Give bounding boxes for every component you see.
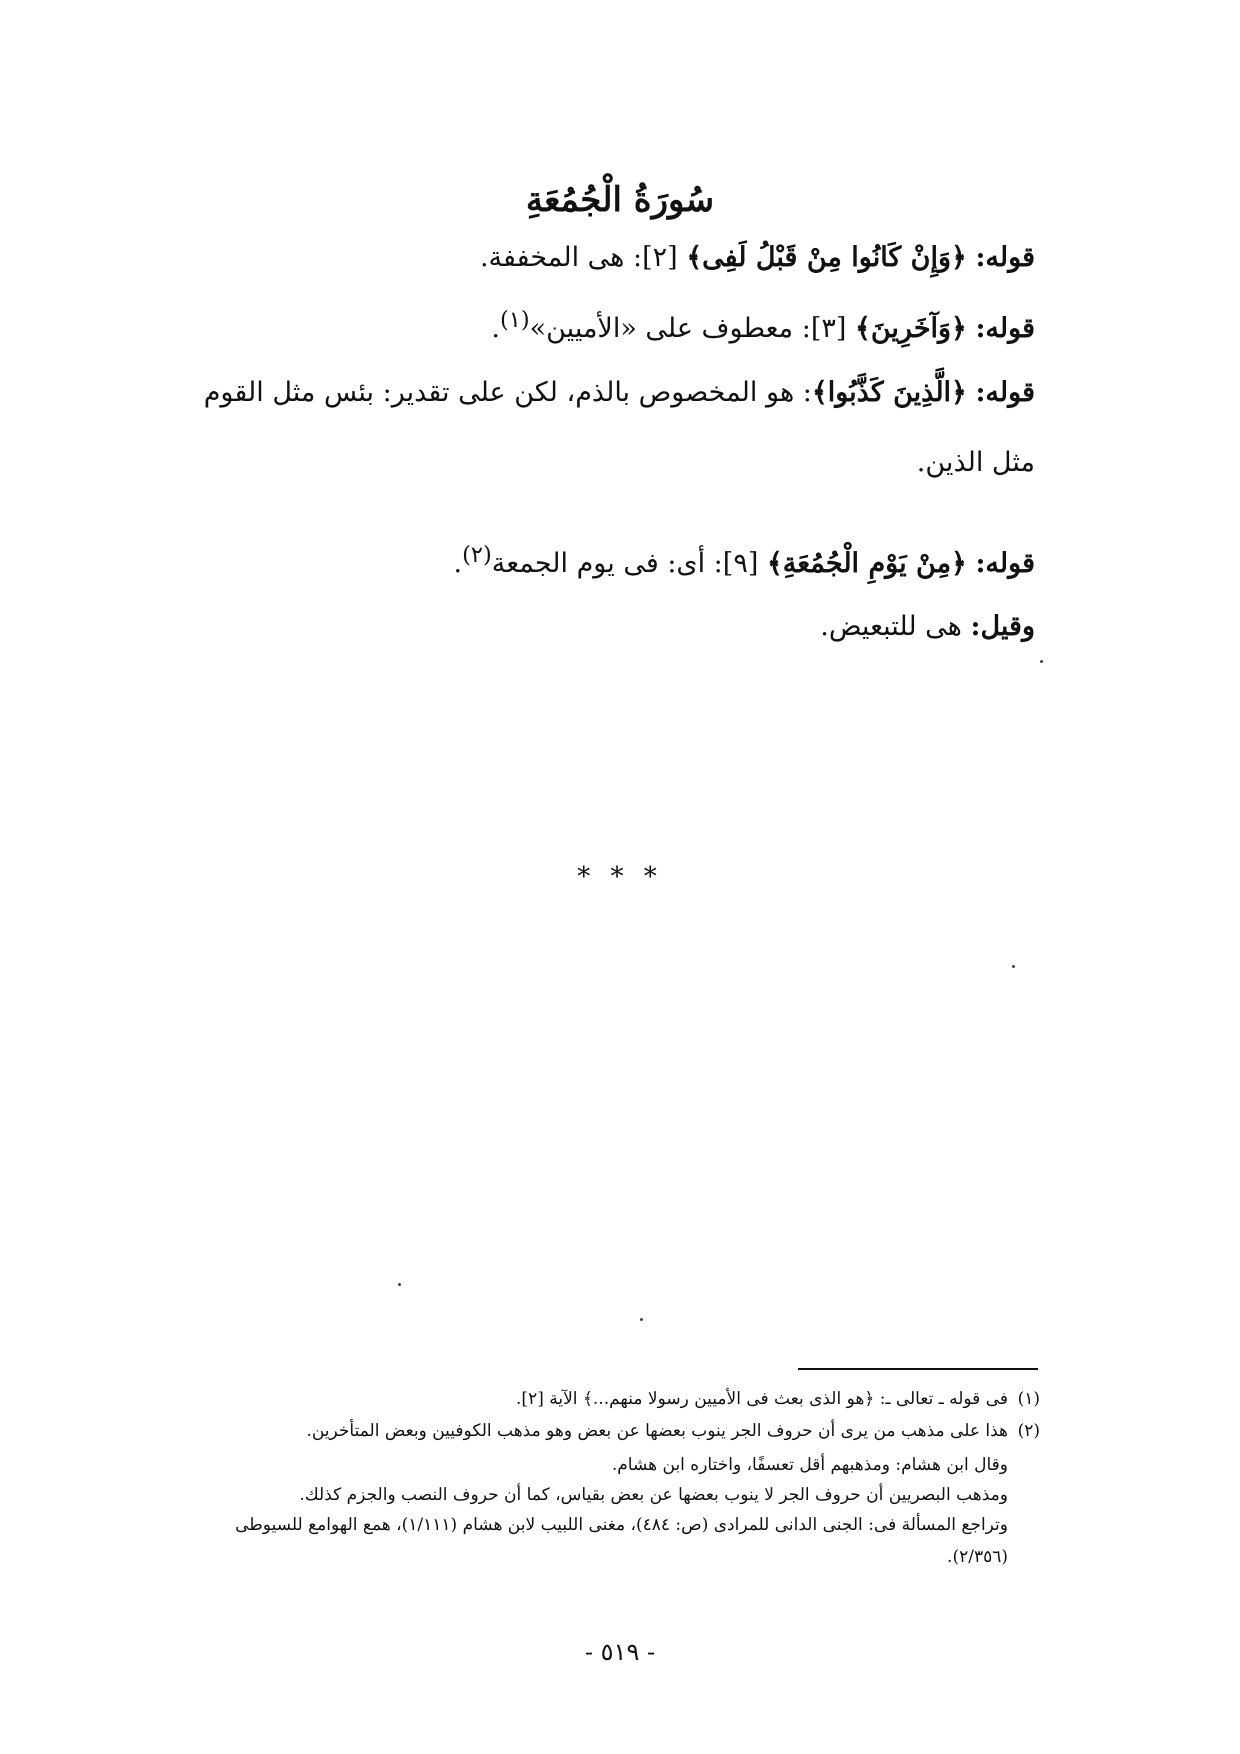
entry-label: قوله: [975,242,1035,273]
entry-label: قوله: [975,313,1035,344]
entry-5 [205,607,1035,647]
footnote-rule [798,1368,1038,1370]
entry-3 [200,358,1035,498]
entry-label: قوله: [975,548,1035,579]
entry-comment: : هى المخففة. [479,242,643,273]
speck [1040,660,1043,663]
footnote-continuation-2: ومذهب البصريين أن حروف الجر لا ينوب بعضها عن بعض بقياس، كما أن حروف النصب والجزم كذلك. [299,1485,1008,1505]
footnote-ref: (١) [499,307,530,333]
entry-2 [205,300,1035,349]
entry-comment: : هو المخصوص بالذم، لكن على تقدير: بئس مثل القوم مثل الذين. [203,377,1035,478]
section-separator: * * * [577,862,663,892]
surah-title: سُورَةُ الْجُمُعَةِ [525,180,715,220]
entry-comment: هى للتبعيض. [820,611,962,642]
entry-label: وقيل: [970,611,1035,642]
footnote-text: فى قوله ـ تعالى ـ: ﴿هو الذى بعث فى الأميين رسولا منهم...﴾ الآية [٢]. [516,1389,1008,1409]
speck [640,1318,643,1321]
verse-number: [٣] [810,313,847,344]
quran-quote: ﴿وَإِنْ كَانُوا مِنْ قَبْلُ لَفِى﴾ [686,242,967,273]
quran-quote: ﴿مِنْ يَوْمِ الْجُمُعَةِ﴾ [766,548,967,579]
verse-number: [٩] [722,548,759,579]
entry-end: . [491,313,500,344]
footnote-1 [190,1388,1040,1410]
footnote-2 [190,1420,1040,1442]
speck [398,1283,401,1286]
speck [1012,965,1015,968]
footnote-ref: (٢) [462,542,492,568]
quran-quote: ﴿وَآخَرِينَ﴾ [855,313,967,344]
entry-4 [205,535,1035,584]
entry-comment: : أى: فى يوم الجمعة [491,548,723,579]
entry-label: قوله: [975,377,1035,408]
quran-quote: ﴿الَّذِينَ كَذَّبُوا﴾ [811,377,967,408]
footnote-text: هذا على مذهب من يرى أن حروف الجر ينوب بعضها عن بعض وهو مذهب الكوفيين وبعض المتأخرين. [306,1421,1008,1441]
entry-1 [205,238,1035,278]
page-number: - ٥١٩ - [584,1638,656,1666]
footnote-number: (١) [1017,1389,1040,1409]
footnote-continuation-1: وقال ابن هشام: ومذهبهم أقل تعسفًا، واختاره ابن هشام. [611,1455,1008,1475]
verse-number: [٢] [642,242,678,273]
entry-end: . [453,548,463,579]
footnote-number: (٢) [1017,1421,1040,1441]
footnote-continuation-4: (٢/٣٥٦). [947,1547,1008,1567]
entry-comment: : معطوف على «الأميين» [529,313,811,344]
footnote-continuation-3: وتراجع المسألة فى: الجنى الدانى للمرادى (ص: ٤٨٤)، مغنى اللبيب لابن هشام (١/١١١)، همع الهوامع للسيوطى [235,1515,1008,1535]
